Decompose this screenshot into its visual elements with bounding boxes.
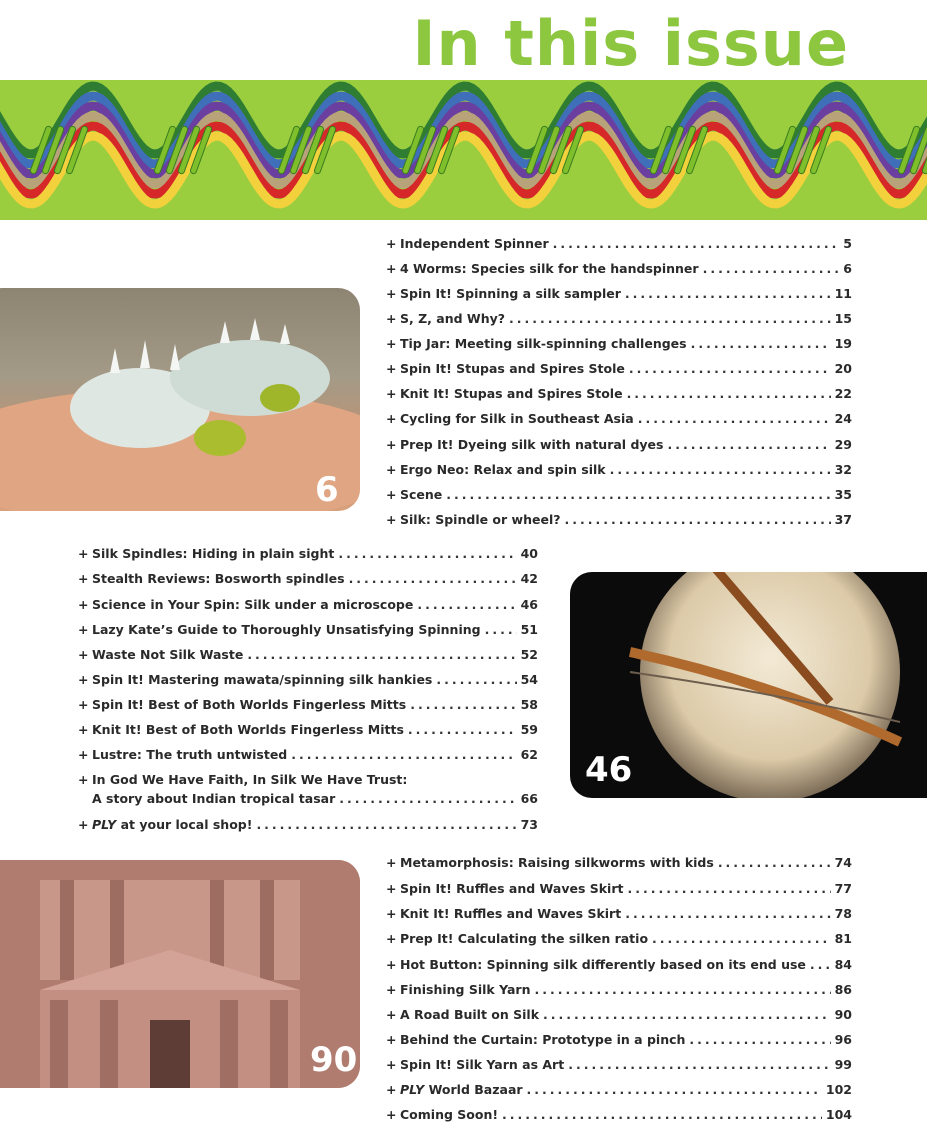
page-number: 11 xyxy=(834,286,852,301)
entry-title xyxy=(400,1082,523,1098)
page-number: 90 xyxy=(834,1007,852,1022)
bullet-plus: + xyxy=(386,336,397,351)
page-number: 104 xyxy=(825,1107,852,1122)
entry-title-line2: A story about Indian tropical tasar xyxy=(92,791,336,806)
page-number: 81 xyxy=(834,931,852,946)
photo-page-number: 6 xyxy=(315,470,339,510)
entry-title: Lustre: The truth untwisted xyxy=(92,747,288,762)
entry-title: Independent Spinner xyxy=(400,236,549,251)
page-number: 29 xyxy=(834,437,852,452)
page-number: 42 xyxy=(520,571,538,586)
magazine-name: PLY xyxy=(400,1082,425,1097)
entry-title: Silk Spindles: Hiding in plain sight xyxy=(92,546,335,561)
photo-page-number: 46 xyxy=(585,750,633,790)
entry-title: Prep It! Calculating the silken ratio xyxy=(400,931,649,946)
wave-pattern xyxy=(0,80,927,220)
dot-leader xyxy=(247,647,516,663)
facade-illustration xyxy=(0,860,360,1088)
page-title: In this issue xyxy=(412,7,849,80)
dot-leader xyxy=(410,697,516,713)
photo-page-number: 90 xyxy=(310,1040,358,1080)
toc-entry[interactable] xyxy=(386,236,852,252)
page-number: 66 xyxy=(520,791,538,806)
page-number: 5 xyxy=(843,236,852,251)
entry-title: Silk: Spindle or wheel? xyxy=(400,512,561,527)
dot-leader xyxy=(338,546,516,562)
dot-leader xyxy=(349,571,517,587)
page-number: 86 xyxy=(834,982,852,997)
entry-title: S, Z, and Why? xyxy=(400,311,505,326)
page-number: 32 xyxy=(834,462,852,477)
entry-title: Spin It! Spinning a silk sampler xyxy=(400,286,621,301)
dot-leader xyxy=(652,931,831,947)
page-number: 74 xyxy=(834,855,852,870)
toc-entry[interactable] xyxy=(78,722,538,738)
page-number: 78 xyxy=(834,906,852,921)
toc-entry[interactable] xyxy=(386,931,852,947)
entry-title-line1: In God We Have Faith, In Silk We Have Trust: xyxy=(92,772,408,787)
toc-entry[interactable] xyxy=(78,597,538,613)
photo-microscope xyxy=(570,572,927,798)
dot-leader xyxy=(256,817,516,833)
bullet-plus: + xyxy=(386,1107,397,1122)
bullet-plus: + xyxy=(386,1057,397,1072)
bullet-plus: + xyxy=(386,982,397,997)
dot-leader xyxy=(534,982,830,998)
bullet-plus: + xyxy=(78,722,89,737)
page-number: 22 xyxy=(834,386,852,401)
page-number: 6 xyxy=(843,261,852,276)
toc-entry[interactable] xyxy=(386,906,852,922)
page-number: 37 xyxy=(834,512,852,527)
bullet-plus: + xyxy=(386,386,397,401)
entry-title xyxy=(92,817,252,833)
bullet-plus: + xyxy=(386,236,397,251)
dot-leader xyxy=(564,512,830,528)
dot-leader xyxy=(703,261,840,277)
page-number: 73 xyxy=(520,817,538,832)
entry-title: Metamorphosis: Raising silkworms with kids xyxy=(400,855,714,870)
bullet-plus: + xyxy=(386,311,397,326)
toc-entry[interactable] xyxy=(386,982,852,998)
bullet-plus: + xyxy=(386,906,397,921)
page-number: 19 xyxy=(834,336,852,351)
dot-leader xyxy=(527,1082,822,1098)
dot-leader xyxy=(509,311,831,327)
page-number: 54 xyxy=(520,672,538,687)
bullet-plus: + xyxy=(386,957,397,972)
page-number: 40 xyxy=(520,546,538,561)
entry-title: 4 Worms: Species silk for the handspinner xyxy=(400,261,699,276)
toc-entry[interactable] xyxy=(386,361,852,377)
bullet-plus: + xyxy=(386,286,397,301)
toc-entry[interactable] xyxy=(78,647,538,663)
toc-entry[interactable] xyxy=(78,622,538,638)
toc-entry[interactable] xyxy=(386,1032,852,1048)
dot-leader xyxy=(502,1107,822,1123)
entry-title: Tip Jar: Meeting silk-spinning challenges xyxy=(400,336,687,351)
silkworm-illustration xyxy=(0,288,360,511)
bullet-plus: + xyxy=(386,881,397,896)
bullet-plus: + xyxy=(386,855,397,870)
toc-entry-multiline[interactable] xyxy=(78,772,538,788)
toc-entry[interactable] xyxy=(386,512,852,528)
bullet-plus: + xyxy=(386,261,397,276)
photo-silkworms xyxy=(0,288,360,511)
entry-title: Spin It! Silk Yarn as Art xyxy=(400,1057,565,1072)
toc-entry[interactable] xyxy=(386,487,852,503)
page-number: 77 xyxy=(834,881,852,896)
entry-title: Behind the Curtain: Prototype in a pinch xyxy=(400,1032,686,1047)
bullet-plus: + xyxy=(386,437,397,452)
page-number: 99 xyxy=(834,1057,852,1072)
bullet-plus: + xyxy=(386,931,397,946)
dot-leader xyxy=(625,286,831,302)
bullet-plus: + xyxy=(78,597,89,612)
entry-title: Lazy Kate’s Guide to Thoroughly Unsatisfying Spinning xyxy=(92,622,481,637)
bullet-plus: + xyxy=(78,817,89,832)
page-number: 58 xyxy=(520,697,538,712)
dot-leader xyxy=(667,437,830,453)
entry-title: Coming Soon! xyxy=(400,1107,499,1122)
page-number: 52 xyxy=(520,647,538,662)
dot-leader xyxy=(291,747,516,763)
bullet-plus: + xyxy=(386,487,397,502)
page-number: 96 xyxy=(834,1032,852,1047)
entry-title: Knit It! Best of Both Worlds Fingerless Mitts xyxy=(92,722,404,737)
toc-entry[interactable] xyxy=(78,817,538,833)
dot-leader xyxy=(436,672,516,688)
entry-title: Spin It! Ruffles and Waves Skirt xyxy=(400,881,624,896)
toc-entry-multiline-cont[interactable] xyxy=(92,791,538,807)
entry-title: Ergo Neo: Relax and spin silk xyxy=(400,462,606,477)
dot-leader xyxy=(627,881,830,897)
toc-entry[interactable] xyxy=(78,747,538,763)
photo-facade xyxy=(0,860,360,1088)
entry-title: Science in Your Spin: Silk under a microscope xyxy=(92,597,414,612)
dot-leader xyxy=(810,957,831,973)
toc-entry[interactable] xyxy=(386,311,852,327)
entry-title: Finishing Silk Yarn xyxy=(400,982,531,997)
toc-entry[interactable] xyxy=(78,697,538,713)
bullet-plus: + xyxy=(386,512,397,527)
dot-leader xyxy=(627,386,831,402)
entry-title-rest: World Bazaar xyxy=(424,1082,523,1097)
entry-title: Knit It! Ruffles and Waves Skirt xyxy=(400,906,622,921)
toc-entry[interactable] xyxy=(386,261,852,277)
magazine-name: PLY xyxy=(92,817,117,832)
entry-title: Spin It! Mastering mawata/spinning silk hankies xyxy=(92,672,433,687)
page-number: 15 xyxy=(834,311,852,326)
bullet-plus: + xyxy=(386,1032,397,1047)
toc-entry[interactable] xyxy=(78,571,538,587)
page-number: 20 xyxy=(834,361,852,376)
entry-title: Hot Button: Spinning silk differently based on its end use xyxy=(400,957,806,972)
toc-entry[interactable] xyxy=(386,957,852,973)
toc-entry[interactable] xyxy=(386,1007,852,1023)
page-number: 51 xyxy=(520,622,538,637)
entry-title: Spin It! Best of Both Worlds Fingerless Mitts xyxy=(92,697,407,712)
page-number: 46 xyxy=(520,597,538,612)
bullet-plus: + xyxy=(78,647,89,662)
dot-leader xyxy=(689,1032,830,1048)
toc-entry[interactable] xyxy=(386,1057,852,1073)
dot-leader xyxy=(339,791,516,807)
page-number: 84 xyxy=(834,957,852,972)
dot-leader xyxy=(718,855,831,871)
bullet-plus: + xyxy=(78,622,89,637)
dot-leader xyxy=(568,1057,830,1073)
dot-leader xyxy=(638,411,831,427)
entry-title: A Road Built on Silk xyxy=(400,1007,540,1022)
toc-entry[interactable] xyxy=(78,546,538,562)
entry-title: Scene xyxy=(400,487,443,502)
dot-leader xyxy=(417,597,516,613)
entry-title: Stealth Reviews: Bosworth spindles xyxy=(92,571,345,586)
decorative-banner xyxy=(0,80,927,220)
dot-leader xyxy=(485,622,517,638)
bullet-plus: + xyxy=(78,546,89,561)
bullet-plus: + xyxy=(78,747,89,762)
page-number: 102 xyxy=(825,1082,852,1097)
dot-leader xyxy=(446,487,830,503)
bullet-plus: + xyxy=(78,672,89,687)
entry-title-rest: at your local shop! xyxy=(116,817,253,832)
dot-leader xyxy=(610,462,831,478)
toc-entry[interactable] xyxy=(386,286,852,302)
dot-leader xyxy=(408,722,517,738)
toc-entry[interactable] xyxy=(386,855,852,871)
dot-leader xyxy=(553,236,840,252)
dot-leader xyxy=(625,906,830,922)
toc-entry[interactable] xyxy=(386,411,852,427)
page-number: 59 xyxy=(520,722,538,737)
toc-entry[interactable] xyxy=(386,1107,852,1123)
bullet-plus: + xyxy=(386,361,397,376)
toc-entry[interactable] xyxy=(386,437,852,453)
bullet-plus: + xyxy=(78,697,89,712)
page-number: 24 xyxy=(834,411,852,426)
entry-title: Prep It! Dyeing silk with natural dyes xyxy=(400,437,664,452)
entry-title: Knit It! Stupas and Spires Stole xyxy=(400,386,623,401)
toc-entry[interactable] xyxy=(386,881,852,897)
toc-entry[interactable] xyxy=(386,1082,852,1098)
entry-title: Spin It! Stupas and Spires Stole xyxy=(400,361,625,376)
entry-title: Cycling for Silk in Southeast Asia xyxy=(400,411,634,426)
page-number: 62 xyxy=(520,747,538,762)
toc-entry[interactable] xyxy=(386,336,852,352)
bullet-plus: + xyxy=(78,772,89,787)
bullet-plus: + xyxy=(386,1007,397,1022)
bullet-plus: + xyxy=(386,1082,397,1097)
dot-leader xyxy=(691,336,831,352)
bullet-plus: + xyxy=(78,571,89,586)
entry-title: Waste Not Silk Waste xyxy=(92,647,244,662)
toc-entry[interactable] xyxy=(386,462,852,478)
bullet-plus: + xyxy=(386,462,397,477)
bullet-plus: + xyxy=(386,411,397,426)
toc-entry[interactable] xyxy=(386,386,852,402)
dot-leader xyxy=(629,361,831,377)
page-number: 35 xyxy=(834,487,852,502)
toc-entry[interactable] xyxy=(78,672,538,688)
dot-leader xyxy=(543,1007,831,1023)
